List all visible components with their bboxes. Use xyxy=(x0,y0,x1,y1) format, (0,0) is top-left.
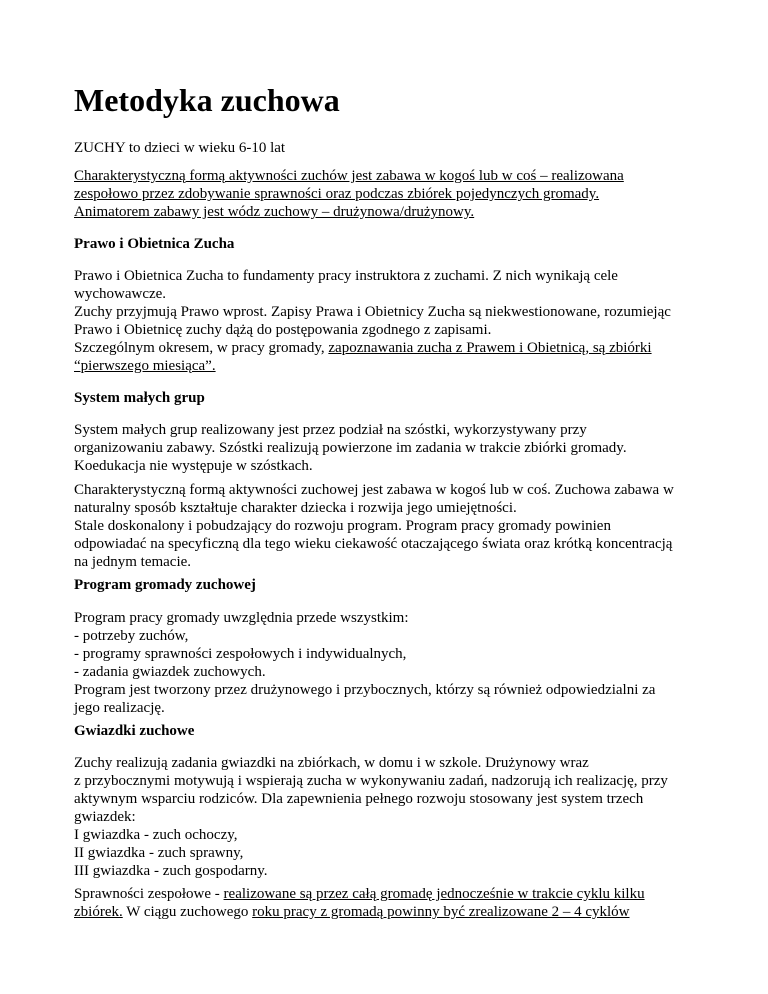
gwiazdki-paragraph xyxy=(74,754,714,880)
sprawnosci-line-2-plain: W ciągu zuchowego xyxy=(122,904,253,920)
heading-program: Program gromady zuchowej xyxy=(74,577,256,593)
definition-line-2: zespołowo przez zdobywanie sprawności oraz podczas zbiórek pojedynczych gromady. xyxy=(74,186,600,202)
prawo-line-2: wychowawcze. xyxy=(74,286,167,302)
prawo-line-5-underlined: zapoznawania zucha z Prawem i Obietnicą, są zbiórki xyxy=(328,340,652,356)
system-p2-line-4: odpowiadać na specyficzną dla tego wieku ciekawość otaczającego świata oraz krótką koncentracją xyxy=(74,536,673,552)
definition-paragraph xyxy=(74,167,714,221)
program-line-4: - zadania gwiazdek zuchowych. xyxy=(74,664,266,680)
gwiazdki-line-6: II gwiazdka - zuch sprawny, xyxy=(74,845,244,861)
heading-gwiazdki: Gwiazdki zuchowe xyxy=(74,723,195,739)
sprawnosci-paragraph xyxy=(74,885,714,921)
heading-system: System małych grup xyxy=(74,390,205,406)
sprawnosci-line-1 xyxy=(74,885,714,903)
gwiazdki-line-2: z przybocznymi motywują i wspierają zucha w wykonywaniu zadań, nadzorują ich realizację, przy xyxy=(74,773,668,789)
program-line-3: - programy sprawności zespołowych i indywidualnych, xyxy=(74,646,407,662)
system-line-2: organizowaniu zabawy. Szóstki realizują powierzone im zadania w trakcie zbiórki gromady. xyxy=(74,440,627,456)
gwiazdki-line-4: gwiazdek: xyxy=(74,809,136,825)
program-line-6: jego realizację. xyxy=(74,700,165,716)
sprawnosci-line-2-underlined-b: roku pracy z gromadą powinny być zrealizowane 2 – 4 cyklów xyxy=(252,904,630,920)
program-line-2: - potrzeby zuchów, xyxy=(74,628,189,644)
prawo-line-4: Prawo i Obietnicę zuchy dążą do postępowania zgodnego z zapisami. xyxy=(74,322,492,338)
system-p2-line-2: naturalny sposób kształtuje charakter dziecka i rozwija jego umiejętności. xyxy=(74,500,517,516)
program-line-1: Program pracy gromady uwzględnia przede wszystkim: xyxy=(74,610,409,626)
gwiazdki-line-1: Zuchy realizują zadania gwiazdki na zbiórkach, w domu i w szkole. Drużynowy wraz xyxy=(74,755,589,771)
system-line-1: System małych grup realizowany jest przez podział na szóstki, wykorzystywany przy xyxy=(74,422,587,438)
definition-line-3: Animatorem zabawy jest wódz zuchowy – drużynowa/drużynowy. xyxy=(74,204,475,220)
prawo-line-6: “pierwszego miesiąca”. xyxy=(74,358,216,374)
system-p2-line-5: na jednym temacie. xyxy=(74,554,192,570)
gwiazdki-line-3: aktywnym wsparciu rodziców. Dla zapewnienia pełnego rozwoju stosowany jest system trzech xyxy=(74,791,644,807)
prawo-line-3: Zuchy przyjmują Prawo wprost. Zapisy Prawa i Obietnicy Zucha są niekwestionowane, rozumiejąc xyxy=(74,304,671,320)
prawo-line-5-plain: Szczególnym okresem, w pracy gromady, xyxy=(74,340,329,356)
page-title: Metodyka zuchowa xyxy=(74,82,340,118)
intro-paragraph: ZUCHY to dzieci w wieku 6-10 lat xyxy=(74,140,286,156)
sprawnosci-line-1-underlined: realizowane są przez całą gromadę jednocześnie w trakcie cyklu kilku xyxy=(223,886,645,902)
system-paragraph-2 xyxy=(74,481,714,571)
sprawnosci-line-1-plain: Sprawności zespołowe - xyxy=(74,886,224,902)
prawo-line-1: Prawo i Obietnica Zucha to fundamenty pracy instruktora z zuchami. Z nich wynikają cele xyxy=(74,268,618,284)
system-p2-line-3: Stale doskonalony i pobudzający do rozwoju program. Program pracy gromady powinien xyxy=(74,518,611,534)
sprawnosci-line-2-underlined-a: zbiórek. xyxy=(74,904,123,920)
system-line-3: Koedukacja nie występuje w szóstkach. xyxy=(74,458,313,474)
prawo-paragraph xyxy=(74,267,714,375)
system-p2-line-1: Charakterystyczną formą aktywności zuchowej jest zabawa w kogoś lub w coś. Zuchowa zabawa w xyxy=(74,482,674,498)
heading-prawo: Prawo i Obietnica Zucha xyxy=(74,236,235,252)
system-paragraph-1 xyxy=(74,421,714,475)
prawo-line-5 xyxy=(74,339,714,357)
definition-line-1: Charakterystyczną formą aktywności zuchów jest zabawa w kogoś lub w coś – realizowana xyxy=(74,168,624,184)
gwiazdki-line-7: III gwiazdka - zuch gospodarny. xyxy=(74,863,268,879)
program-paragraph xyxy=(74,609,714,717)
program-line-5: Program jest tworzony przez drużynowego i przybocznych, którzy są również odpowiedzialni za xyxy=(74,682,656,698)
gwiazdki-line-5: I gwiazdka - zuch ochoczy, xyxy=(74,827,238,843)
sprawnosci-line-2 xyxy=(74,903,714,921)
